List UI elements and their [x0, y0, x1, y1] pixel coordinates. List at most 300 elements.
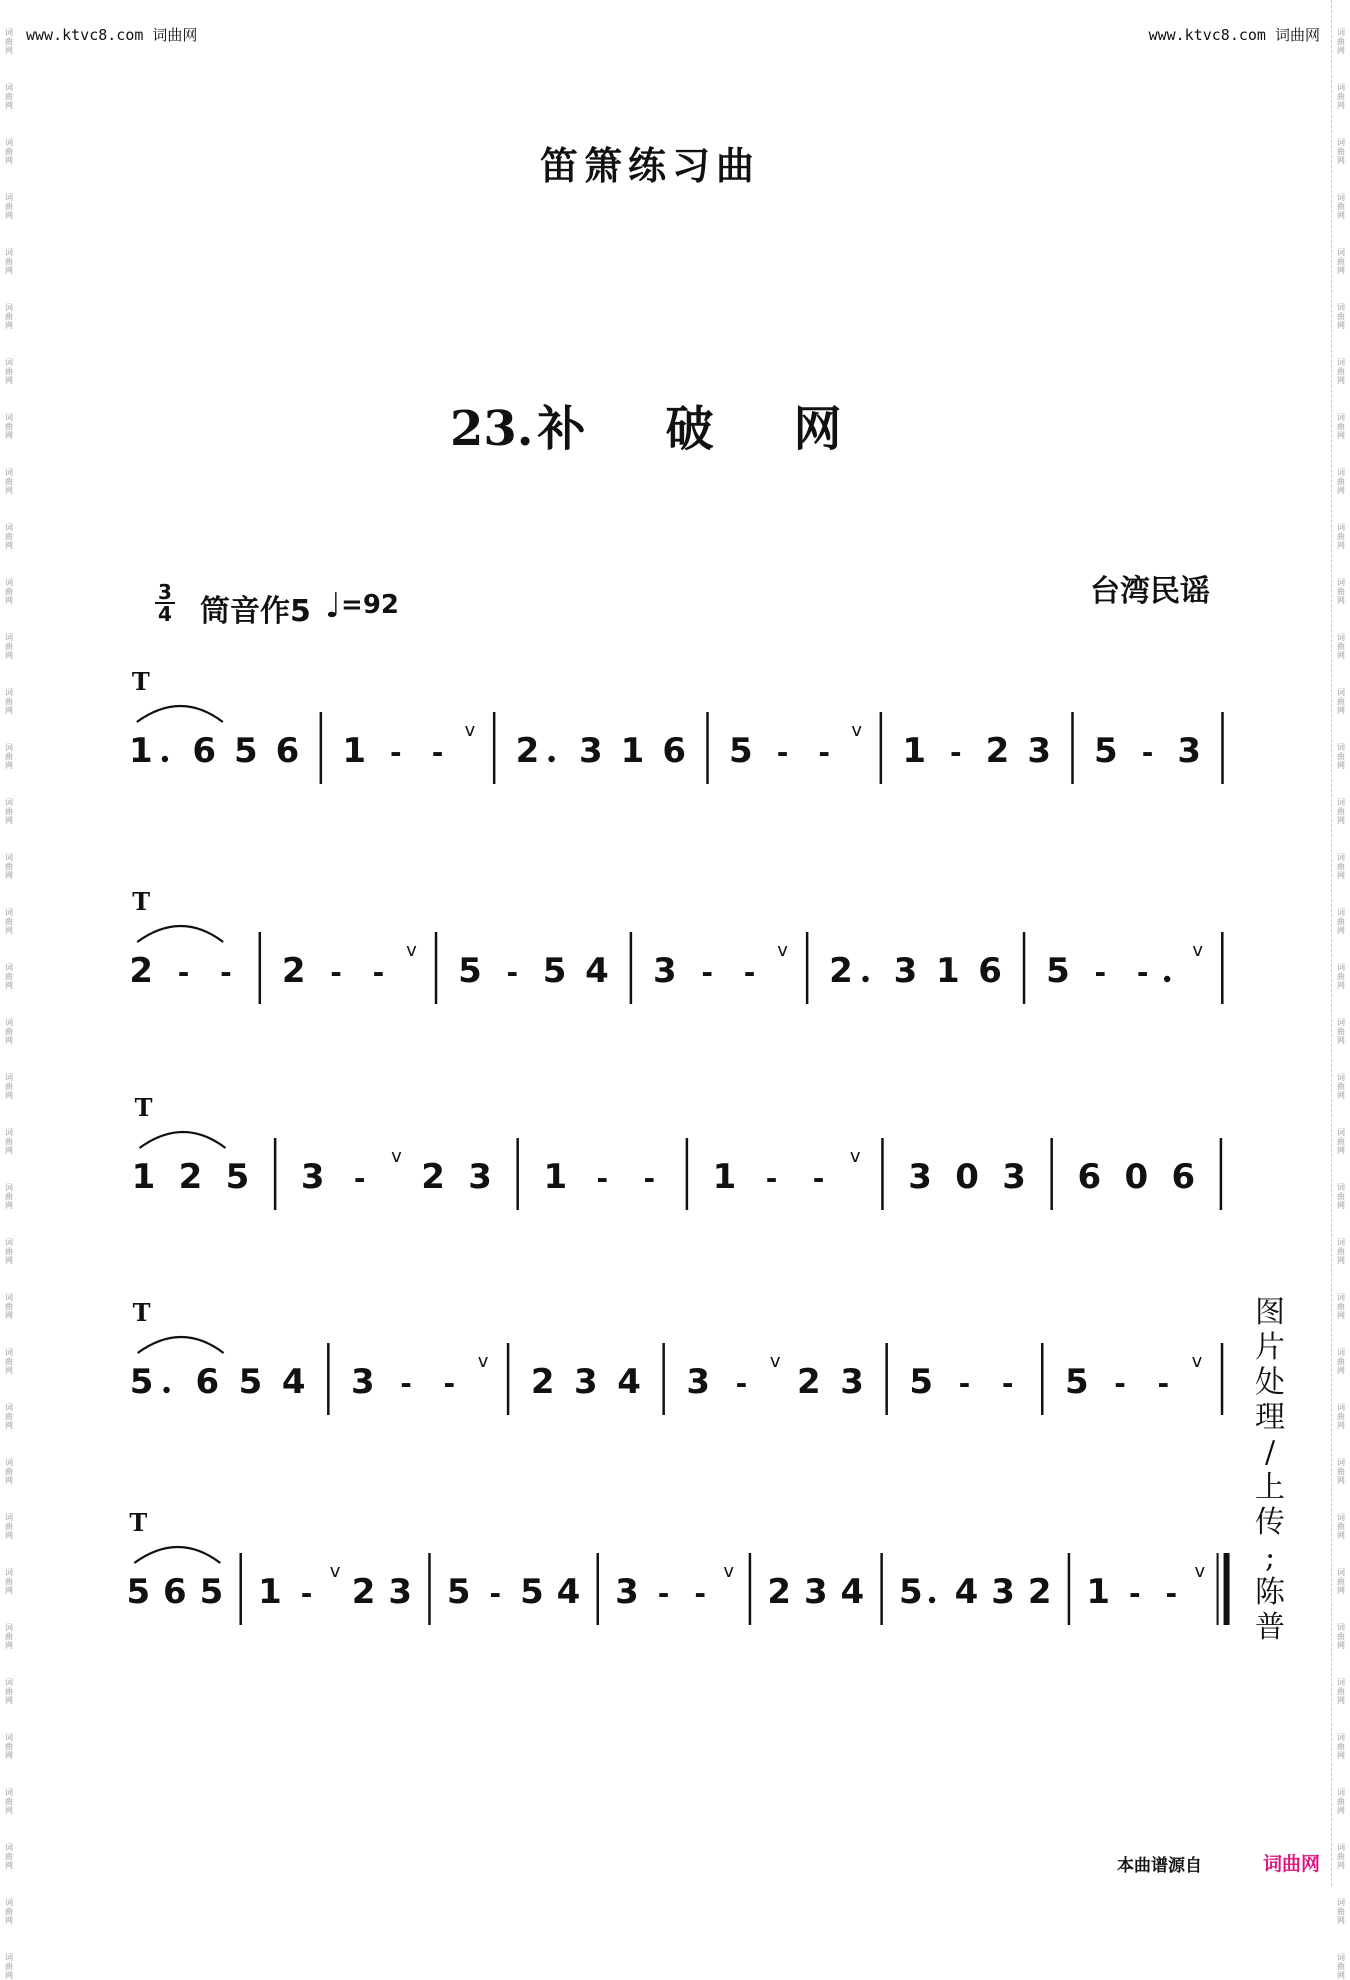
- dash-sustain: -: [443, 1367, 456, 1400]
- watermark-char: 曲: [5, 1962, 13, 1971]
- dash-sustain: -: [353, 1162, 366, 1195]
- watermark-char: 词: [5, 1183, 13, 1192]
- dash-sustain: -: [1094, 956, 1107, 989]
- quarter-note-icon: ♩: [325, 586, 342, 626]
- watermark-char: 网: [1337, 1091, 1345, 1100]
- breath-mark: v: [849, 1146, 861, 1167]
- watermark-char: 网: [5, 321, 13, 330]
- watermark-char: 词: [5, 798, 13, 807]
- watermark-char: 曲: [1337, 477, 1345, 486]
- note: 3: [300, 1157, 325, 1197]
- watermark-char: 网: [5, 541, 13, 550]
- score-row: [126, 1508, 1226, 1625]
- watermark-char: 曲: [5, 1522, 13, 1531]
- watermark-char: 曲: [1337, 1797, 1345, 1806]
- note: 5: [1093, 731, 1118, 771]
- watermark-char: 网: [5, 1201, 13, 1210]
- side-credit: [1252, 1295, 1288, 1645]
- slur: [137, 706, 223, 722]
- watermark-char: 曲: [5, 1137, 13, 1146]
- note: 6: [195, 1362, 220, 1402]
- watermark-char: 词: [5, 523, 13, 532]
- note: 1: [902, 731, 927, 771]
- watermark-char: 曲: [1337, 367, 1345, 376]
- watermark-char: 网: [1337, 1476, 1345, 1485]
- breath-mark: v: [777, 940, 788, 961]
- note: 5: [1064, 1362, 1089, 1402]
- watermark-char: 词: [1337, 1788, 1345, 1797]
- dash-sustain: -: [701, 956, 713, 989]
- watermark-char: 网: [5, 706, 13, 715]
- watermark-char: 词: [5, 28, 13, 37]
- tongue-mark: T: [134, 1093, 153, 1122]
- watermark-char: 词: [1337, 1458, 1345, 1467]
- watermark-char: 网: [1337, 266, 1345, 275]
- augmentation-dot: [163, 1387, 169, 1393]
- note: 6: [275, 731, 300, 771]
- watermark-char: 网: [5, 1311, 13, 1320]
- watermark-char: 网: [5, 46, 13, 55]
- watermark-char: 曲: [5, 752, 13, 761]
- watermark-char: 词: [5, 1898, 13, 1907]
- watermark-char: 曲: [5, 202, 13, 211]
- note: 2: [515, 731, 540, 771]
- watermark-char: 曲: [1337, 1247, 1345, 1256]
- note: 2: [1027, 1572, 1052, 1612]
- breath-mark: v: [329, 1561, 341, 1582]
- note: 5: [199, 1572, 224, 1612]
- dash-sustain: -: [372, 956, 385, 989]
- watermark-char: 网: [1337, 1751, 1345, 1760]
- watermark-char: 词: [5, 1458, 13, 1467]
- breath-mark: v: [769, 1351, 781, 1372]
- note: 4: [617, 1362, 641, 1402]
- watermark-char: 曲: [1337, 1357, 1345, 1366]
- side-credit-char: 上: [1255, 1470, 1285, 1505]
- watermark-char: 词: [1337, 523, 1345, 532]
- note: 1: [543, 1157, 568, 1197]
- dash-sustain: -: [220, 956, 232, 989]
- watermark-char: 词: [5, 1623, 13, 1632]
- watermark-char: 曲: [5, 92, 13, 101]
- watermark-char: 网: [1337, 486, 1345, 495]
- watermark-char: 词: [5, 248, 13, 257]
- note: 6: [1077, 1157, 1102, 1197]
- note: 3: [615, 1572, 639, 1612]
- dash-sustain: -: [657, 1577, 670, 1610]
- watermark-char: 词: [1337, 1513, 1345, 1522]
- breath-mark: v: [1191, 1351, 1203, 1372]
- watermark-char: 网: [1337, 651, 1345, 660]
- watermark-group: [0, 1898, 18, 1925]
- note: 1: [342, 731, 367, 771]
- augmentation-dot: [929, 1597, 935, 1603]
- watermark-char: 词: [5, 1128, 13, 1137]
- watermark-char: 曲: [5, 312, 13, 321]
- watermark-char: 网: [1337, 1696, 1345, 1705]
- side-credit-char: 处: [1255, 1365, 1285, 1400]
- note: 3: [468, 1157, 492, 1197]
- note: 2: [530, 1362, 555, 1402]
- watermark-char: 词: [5, 853, 13, 862]
- tongue-mark: T: [131, 667, 150, 696]
- note: 1: [128, 731, 153, 771]
- note: 6: [163, 1572, 187, 1612]
- watermark-char: 词: [5, 1238, 13, 1247]
- note: 5: [728, 731, 753, 771]
- watermark-char: 词: [1337, 28, 1345, 37]
- watermark-char: 词: [5, 138, 13, 147]
- note: 6: [662, 731, 687, 771]
- watermark-char: 曲: [1337, 1137, 1345, 1146]
- note: 1: [935, 951, 960, 991]
- augmentation-dot: [162, 756, 168, 762]
- watermark-char: 网: [5, 266, 13, 275]
- watermark-char: 网: [5, 1916, 13, 1925]
- watermark-char: 曲: [1337, 862, 1345, 871]
- watermark-char: 曲: [5, 1577, 13, 1586]
- watermark-char: 词: [5, 1843, 13, 1852]
- watermark-char: 曲: [5, 1247, 13, 1256]
- note: 3: [803, 1572, 828, 1612]
- watermark-char: 曲: [1337, 1577, 1345, 1586]
- watermark-char: 曲: [5, 1742, 13, 1751]
- side-credit-char: 陈: [1255, 1575, 1285, 1610]
- time-signature-bottom: 4: [155, 602, 175, 624]
- watermark-char: 词: [5, 1568, 13, 1577]
- dash-sustain: -: [694, 1577, 706, 1610]
- watermark-char: 词: [1337, 1403, 1345, 1412]
- watermark-char: 词: [5, 413, 13, 422]
- watermark-char: 曲: [5, 422, 13, 431]
- watermark-char: 网: [5, 1586, 13, 1595]
- watermark-char: 曲: [5, 367, 13, 376]
- watermark-char: 网: [1337, 1366, 1345, 1375]
- watermark-char: 词: [1337, 688, 1345, 697]
- note: 2: [421, 1157, 445, 1197]
- header-site-right: www.ktvc8.com 词曲网: [1148, 26, 1320, 44]
- watermark-char: 网: [5, 1091, 13, 1100]
- key-signature: 筒音作5: [200, 594, 311, 629]
- watermark-char: 曲: [5, 1357, 13, 1366]
- watermark-char: 网: [1337, 926, 1345, 935]
- watermark-char: 曲: [1337, 917, 1345, 926]
- note: 2: [797, 1362, 821, 1402]
- slur: [140, 1132, 226, 1148]
- watermark-char: 曲: [1337, 532, 1345, 541]
- watermark-char: 词: [1337, 358, 1345, 367]
- watermark-char: 词: [1337, 743, 1345, 752]
- watermark-char: 词: [5, 1513, 13, 1522]
- watermark-char: 网: [5, 211, 13, 220]
- watermark-char: 曲: [1337, 37, 1345, 46]
- watermark-char: 曲: [1337, 1082, 1345, 1091]
- side-credit-char: 理: [1255, 1400, 1285, 1435]
- watermark-char: 词: [1337, 138, 1345, 147]
- dash-sustain: -: [330, 956, 342, 989]
- watermark-char: 网: [1337, 321, 1345, 330]
- watermark-char: 网: [5, 376, 13, 385]
- watermark-char: 曲: [1337, 1742, 1345, 1751]
- score-row: [132, 1093, 1221, 1210]
- note: 5: [446, 1572, 471, 1612]
- dash-sustain: -: [1001, 1367, 1014, 1400]
- watermark-group: [1332, 1953, 1350, 1980]
- note: 3: [1027, 731, 1052, 771]
- watermark-char: 词: [5, 1018, 13, 1027]
- tempo-value: =92: [341, 590, 400, 620]
- dash-sustain: -: [1128, 1577, 1141, 1610]
- note: 3: [686, 1362, 711, 1402]
- note: 6: [1171, 1157, 1196, 1197]
- note: 1: [620, 731, 645, 771]
- song-title-char-2: 破: [665, 401, 714, 457]
- watermark-char: 曲: [5, 1412, 13, 1421]
- dash-sustain: -: [1141, 736, 1154, 769]
- watermark-char: 词: [5, 358, 13, 367]
- watermark-char: 曲: [1337, 1632, 1345, 1641]
- watermark-char: 词: [1337, 1238, 1345, 1247]
- watermark-char: 词: [5, 1073, 13, 1082]
- watermark-char: 词: [1337, 1348, 1345, 1357]
- slur: [137, 926, 223, 942]
- watermark-char: 网: [5, 816, 13, 825]
- watermark-char: 曲: [1337, 147, 1345, 156]
- watermark-char: 曲: [5, 1192, 13, 1201]
- watermark-char: 词: [1337, 413, 1345, 422]
- watermark-char: 曲: [1337, 1852, 1345, 1861]
- score-row: [129, 887, 1222, 1004]
- watermark-char: 曲: [1337, 1522, 1345, 1531]
- dash-sustain: -: [1136, 956, 1149, 989]
- note: 3: [351, 1362, 375, 1402]
- watermark-char: 词: [1337, 1898, 1345, 1907]
- breath-mark: v: [391, 1146, 402, 1167]
- watermark-char: 词: [1337, 1293, 1345, 1302]
- watermark-char: 网: [1337, 1531, 1345, 1540]
- watermark-char: 曲: [1337, 697, 1345, 706]
- watermark-char: 词: [1337, 1733, 1345, 1742]
- note: 5: [233, 731, 258, 771]
- watermark-char: 网: [1337, 1971, 1345, 1980]
- watermark-char: 词: [1337, 1953, 1345, 1962]
- watermark-char: 曲: [5, 1632, 13, 1641]
- watermark-char: 词: [1337, 303, 1345, 312]
- watermark-char: 曲: [1337, 587, 1345, 596]
- watermark-char: 曲: [5, 917, 13, 926]
- watermark-char: 网: [5, 431, 13, 440]
- watermark-char: 词: [5, 83, 13, 92]
- watermark-char: 词: [1337, 1623, 1345, 1632]
- note: 1: [712, 1157, 737, 1197]
- watermark-char: 词: [1337, 1128, 1345, 1137]
- watermark-char: 词: [1337, 468, 1345, 477]
- header-site-left: www.ktvc8.com 词曲网: [26, 26, 198, 44]
- watermark-char: 曲: [1337, 1412, 1345, 1421]
- watermark-char: 词: [5, 1733, 13, 1742]
- dash-sustain: -: [950, 736, 962, 769]
- watermark-char: 词: [1337, 963, 1345, 972]
- watermark-char: 曲: [5, 697, 13, 706]
- watermark-char: 网: [1337, 1036, 1345, 1045]
- note: 3: [991, 1572, 1015, 1612]
- dash-sustain: -: [743, 956, 756, 989]
- watermark-char: 网: [1337, 596, 1345, 605]
- note: 2: [129, 951, 154, 991]
- dash-sustain: -: [812, 1162, 825, 1195]
- watermark-char: 网: [5, 596, 13, 605]
- note: 3: [1002, 1157, 1026, 1197]
- watermark-char: 网: [5, 981, 13, 990]
- watermark-char: 网: [5, 1861, 13, 1870]
- watermark-char: 词: [5, 908, 13, 917]
- slur: [138, 1337, 224, 1353]
- watermark-char: 网: [1337, 1916, 1345, 1925]
- breath-mark: v: [477, 1351, 489, 1372]
- note: 1: [258, 1572, 282, 1612]
- note: 4: [281, 1362, 306, 1402]
- breath-mark: v: [851, 720, 862, 741]
- note: 2: [351, 1572, 376, 1612]
- watermark-char: 曲: [5, 1687, 13, 1696]
- song-title-char-1: 补: [537, 401, 586, 457]
- watermark-char: 曲: [5, 37, 13, 46]
- watermark-char: 网: [5, 651, 13, 660]
- watermark-char: 曲: [1337, 257, 1345, 266]
- dash-sustain: -: [818, 736, 830, 769]
- watermark-char: 网: [5, 1806, 13, 1815]
- watermark-char: 网: [1337, 376, 1345, 385]
- watermark-char: 网: [5, 486, 13, 495]
- watermark-char: 词: [5, 1953, 13, 1962]
- watermark-char: 曲: [5, 972, 13, 981]
- breath-mark: v: [1192, 940, 1204, 961]
- dash-sustain: -: [177, 956, 190, 989]
- watermark-char: 网: [5, 761, 13, 770]
- watermark-char: 网: [1337, 1806, 1345, 1815]
- watermark-char: 曲: [1337, 752, 1345, 761]
- note: 5: [520, 1572, 544, 1612]
- watermark-char: 曲: [1337, 422, 1345, 431]
- watermark-char: 曲: [5, 532, 13, 541]
- note: 5: [129, 1362, 154, 1402]
- watermark-char: 网: [5, 101, 13, 110]
- note: 5: [899, 1572, 923, 1612]
- tongue-mark: T: [132, 887, 151, 916]
- note: 3: [1177, 731, 1202, 771]
- note: 0: [955, 1157, 979, 1197]
- watermark-char: 网: [5, 156, 13, 165]
- watermark-char: 词: [1337, 1568, 1345, 1577]
- watermark-char: 词: [5, 1788, 13, 1797]
- dash-sustain: -: [765, 1162, 778, 1195]
- note: 5: [126, 1572, 151, 1612]
- augmentation-dot: [548, 756, 554, 762]
- note: 4: [840, 1572, 865, 1612]
- footer-brand-logo: 词曲网: [1263, 1853, 1321, 1875]
- note: 5: [225, 1157, 250, 1197]
- watermark-char: 网: [5, 1751, 13, 1760]
- note: 3: [908, 1157, 932, 1197]
- note: 5: [909, 1362, 934, 1402]
- watermark-char: 曲: [5, 587, 13, 596]
- watermark-char: 网: [5, 1421, 13, 1430]
- breath-mark: v: [723, 1561, 735, 1582]
- note: 0: [1124, 1157, 1149, 1197]
- note: 1: [131, 1157, 156, 1197]
- watermark-group: [0, 1953, 18, 1980]
- watermark-char: 网: [5, 871, 13, 880]
- watermark-group: [1332, 1898, 1350, 1925]
- watermark-char: 词: [1337, 1183, 1345, 1192]
- dash-sustain: -: [735, 1367, 748, 1400]
- dash-sustain: -: [390, 736, 402, 769]
- watermark-char: 曲: [1337, 642, 1345, 651]
- note: 5: [1046, 951, 1070, 991]
- breath-mark: v: [464, 720, 476, 741]
- watermark-char: 词: [5, 633, 13, 642]
- watermark-char: 词: [5, 1348, 13, 1357]
- watermark-char: 曲: [1337, 972, 1345, 981]
- watermark-char: 词: [1337, 193, 1345, 202]
- note: 3: [578, 731, 603, 771]
- watermark-char: 词: [5, 743, 13, 752]
- watermark-char: 网: [5, 1531, 13, 1540]
- watermark-char: 网: [5, 1256, 13, 1265]
- watermark-char: 词: [1337, 908, 1345, 917]
- watermark-char: 词: [5, 688, 13, 697]
- watermark-char: 曲: [1337, 1962, 1345, 1971]
- dash-sustain: -: [506, 956, 519, 989]
- note: 2: [178, 1157, 203, 1197]
- dash-sustain: -: [300, 1577, 313, 1610]
- watermark-char: 曲: [1337, 92, 1345, 101]
- dash-sustain: -: [596, 1162, 609, 1195]
- score-row: [129, 667, 1223, 784]
- note: 3: [388, 1572, 413, 1612]
- watermark-char: 词: [5, 303, 13, 312]
- watermark-char: 词: [1337, 1678, 1345, 1687]
- watermark-char: 网: [1337, 431, 1345, 440]
- watermark-char: 曲: [5, 642, 13, 651]
- time-signature-top: 3: [158, 580, 172, 604]
- breath-mark: v: [1194, 1561, 1206, 1582]
- note: 5: [458, 951, 482, 991]
- note: 3: [893, 951, 918, 991]
- watermark-char: 词: [5, 963, 13, 972]
- side-credit-char: ;: [1264, 1540, 1276, 1575]
- watermark-char: 词: [1337, 248, 1345, 257]
- note: 1: [1086, 1572, 1111, 1612]
- watermark-char: 曲: [1337, 1302, 1345, 1311]
- augmentation-dot: [862, 976, 868, 982]
- watermark-char: 词: [5, 1293, 13, 1302]
- note: 6: [192, 731, 217, 771]
- watermark-char: 网: [1337, 1421, 1345, 1430]
- watermark-char: 词: [1337, 798, 1345, 807]
- watermark-char: 网: [5, 926, 13, 935]
- watermark-char: 网: [1337, 101, 1345, 110]
- watermark-char: 词: [1337, 1018, 1345, 1027]
- watermark-char: 曲: [1337, 312, 1345, 321]
- watermark-char: 曲: [5, 1852, 13, 1861]
- watermark-char: 网: [1337, 1861, 1345, 1870]
- dash-sustain: -: [1157, 1367, 1170, 1400]
- breath-mark: v: [406, 940, 417, 961]
- note: 4: [585, 951, 609, 991]
- watermark-char: 网: [5, 1366, 13, 1375]
- watermark-char: 词: [5, 1403, 13, 1412]
